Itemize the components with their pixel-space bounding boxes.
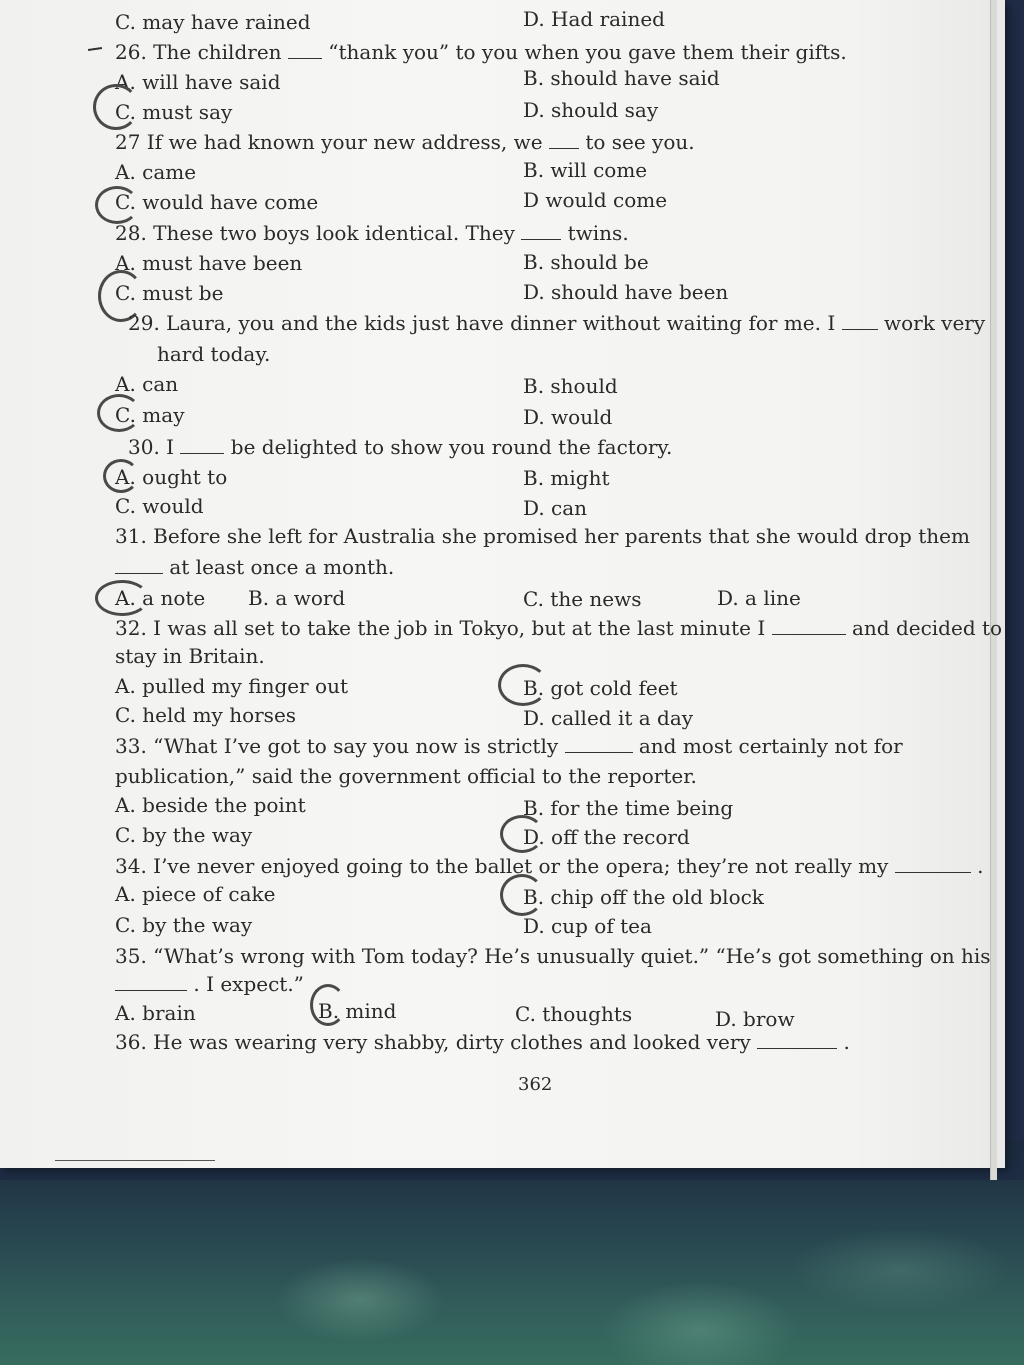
option-a: A. will have said xyxy=(115,70,281,94)
question-32 xyxy=(115,616,1002,640)
option-c: C. would xyxy=(115,494,204,518)
page-edge xyxy=(990,0,997,1180)
question-stem: 29. Laura, you and the kids just have dinner without waiting for me. I xyxy=(128,311,836,335)
question-stem-end: . I expect.” xyxy=(193,972,304,996)
option-d: D. can xyxy=(523,496,588,520)
question-31-line2 xyxy=(115,555,394,579)
option-d: D. should have been xyxy=(523,280,729,304)
option-b: B. will come xyxy=(523,158,648,182)
option-c: C. would have come xyxy=(115,190,319,214)
option-b: B. might xyxy=(523,466,610,490)
question-26 xyxy=(115,40,847,64)
question-stem-end: be delighted to show you round the factory. xyxy=(230,435,673,459)
option-c: C. held my horses xyxy=(115,703,297,727)
question-35-line2 xyxy=(115,972,304,996)
question-29-line2: hard today. xyxy=(157,342,271,366)
question-stem-end: and most certainly not for xyxy=(638,734,903,758)
option-d: D. cup of tea xyxy=(523,914,652,938)
question-stem-end: “thank you” to you when you gave them their gifts. xyxy=(328,40,847,64)
question-stem: 33. “What I’ve got to say you now is strictly xyxy=(115,734,559,758)
question-stem: 30. I xyxy=(128,435,175,459)
pen-mark xyxy=(88,47,102,51)
answer-circle xyxy=(95,186,139,224)
question-stem: 32. I was all set to take the job in Tokyo, but at the last minute I xyxy=(115,616,766,640)
option-c-prev: C. may have rained xyxy=(115,10,311,34)
question-33 xyxy=(115,734,903,758)
option-c: C. thoughts xyxy=(515,1002,633,1026)
question-stem: 28. These two boys look identical. They xyxy=(115,221,515,245)
option-d: D. a line xyxy=(717,586,801,610)
option-b: B. for the time being xyxy=(523,796,734,820)
option-a: A. came xyxy=(115,160,197,184)
question-stem: 34. I’ve never enjoyed going to the ballet or the opera; they’re not really my xyxy=(115,854,889,878)
option-d: D. should say xyxy=(523,98,659,122)
option-d: D. off the record xyxy=(523,825,690,849)
question-stem-end: and decided to xyxy=(851,616,1003,640)
option-c: C. the news xyxy=(523,587,642,611)
option-a: A. brain xyxy=(115,1001,196,1025)
question-34 xyxy=(115,854,983,878)
option-d: D. would xyxy=(523,405,613,429)
answer-circle xyxy=(310,984,346,1026)
option-c: C. must say xyxy=(115,100,233,124)
question-stem-end: work very xyxy=(883,311,986,335)
option-b: B. chip off the old block xyxy=(523,885,764,909)
option-a: A. can xyxy=(115,372,179,396)
option-a: A. ought to xyxy=(115,465,228,489)
option-b: B. mind xyxy=(318,999,397,1023)
answer-circle xyxy=(103,459,139,493)
question-33-line2: publication,” said the government official to the reporter. xyxy=(115,764,697,788)
option-b: B. a word xyxy=(248,586,346,610)
option-a: A. must have been xyxy=(115,251,303,275)
answer-circle xyxy=(500,815,544,853)
question-35: 35. “What’s wrong with Tom today? He’s unusually quiet.” “He’s got something on his xyxy=(115,944,991,968)
question-stem: 26. The children xyxy=(115,40,282,64)
option-d: D. brow xyxy=(715,1007,795,1031)
option-a: A. piece of cake xyxy=(115,882,276,906)
footer-rule xyxy=(55,1160,215,1161)
option-b: B. got cold feet xyxy=(523,676,678,700)
option-a: A. a note xyxy=(115,586,206,610)
answer-circle xyxy=(500,874,544,916)
option-b: B. should be xyxy=(523,250,649,274)
option-b: B. should have said xyxy=(523,66,720,90)
option-d-prev: D. Had rained xyxy=(523,7,665,31)
option-d: D would come xyxy=(523,188,668,212)
option-c: C. must be xyxy=(115,281,224,305)
answer-circle xyxy=(93,84,139,130)
question-30 xyxy=(128,435,672,459)
option-c: C. by the way xyxy=(115,913,253,937)
question-stem-end: twins. xyxy=(567,221,629,245)
question-32-line2: stay in Britain. xyxy=(115,644,265,668)
option-c: C. may xyxy=(115,403,185,427)
tablecloth xyxy=(0,1180,1024,1365)
question-36 xyxy=(115,1030,850,1054)
question-29 xyxy=(128,311,985,335)
answer-circle xyxy=(95,580,149,616)
page-number: 362 xyxy=(518,1074,553,1095)
answer-circle xyxy=(97,394,141,432)
question-stem-end: at least once a month. xyxy=(169,555,395,579)
question-stem: 27 If we had known your new address, we xyxy=(115,130,543,154)
question-stem-end: to see you. xyxy=(585,130,695,154)
option-d: D. called it a day xyxy=(523,706,694,730)
question-31: 31. Before she left for Australia she promised her parents that she would drop them xyxy=(115,524,970,548)
option-a: A. beside the point xyxy=(115,793,306,817)
option-a: A. pulled my finger out xyxy=(115,674,348,698)
question-27 xyxy=(115,130,695,154)
answer-circle xyxy=(498,664,548,706)
question-28 xyxy=(115,221,629,245)
option-c: C. by the way xyxy=(115,823,253,847)
question-stem-end: . xyxy=(843,1030,850,1054)
question-stem-end: . xyxy=(977,854,984,878)
question-stem: 36. He was wearing very shabby, dirty clothes and looked very xyxy=(115,1030,751,1054)
option-b: B. should xyxy=(523,374,618,398)
